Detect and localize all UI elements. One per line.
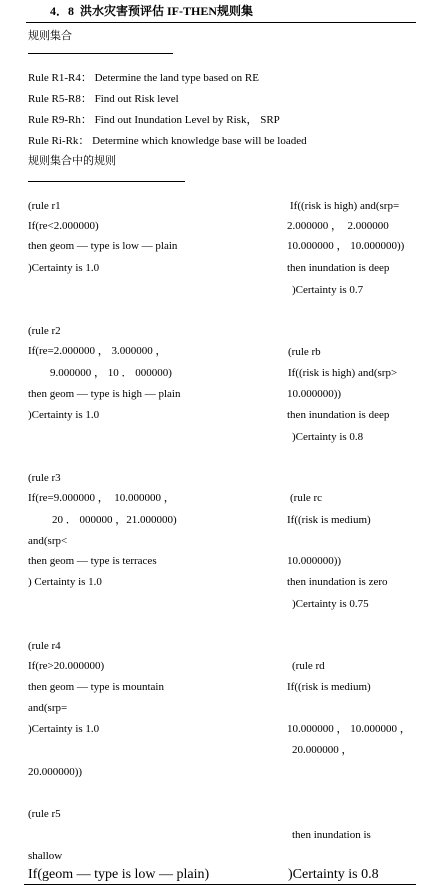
set-heading-underline bbox=[28, 53, 173, 54]
r2-line-5: )Certainty is 1.0 bbox=[28, 409, 100, 421]
re-line-2: )Certainty is 0.8 bbox=[288, 867, 379, 882]
r2-line-2: If(re=2.000000 ， 3.000000 ， bbox=[28, 345, 167, 357]
re-line-1: then inundation is bbox=[292, 829, 371, 841]
r1-line-2: If(re<2.000000) bbox=[28, 220, 99, 232]
r4-line-5: )Certainty is 1.0 bbox=[28, 723, 100, 735]
rb-line-5: )Certainty is 0.8 bbox=[292, 431, 364, 443]
r3-line-1: (rule r3 bbox=[28, 472, 61, 484]
ra-line-5: )Certainty is 0.7 bbox=[292, 284, 364, 296]
r4-line-4: and(srp= bbox=[28, 702, 68, 714]
r1-line-1: (rule r1 bbox=[28, 200, 61, 212]
ra-line-4: then inundation is deep bbox=[287, 262, 390, 274]
rules-heading-underline bbox=[28, 181, 185, 182]
r3-line-3: 20 ． 000000 ，21.000000) bbox=[52, 514, 177, 526]
rule-group-2: Rule R5-R8： Find out Risk level bbox=[28, 93, 179, 105]
section-title: 4．8 洪水灾害预评估 IF-THEN规则集 bbox=[50, 4, 254, 18]
rc-line-4: then inundation is zero bbox=[287, 576, 388, 588]
rb-line-2: If((risk is high) and(srp> bbox=[288, 367, 398, 379]
rc-line-5: )Certainty is 0.75 bbox=[292, 598, 369, 610]
rd-line-4: 20.000000 ， bbox=[292, 744, 353, 756]
rc-line-3: 10.000000)) bbox=[287, 555, 342, 567]
r5-line-2: shallow bbox=[28, 850, 63, 862]
rule-group-4: Rule Ri-Rk： Determine which knowledge base will be loaded bbox=[28, 135, 307, 147]
rc-line-1: (rule rc bbox=[290, 492, 323, 504]
r2-line-3: 9.000000 ， 10 ． 000000) bbox=[50, 367, 172, 379]
rd-line-1: (rule rd bbox=[292, 660, 325, 672]
r3-line-5: then geom — type is terraces bbox=[28, 555, 157, 567]
ra-line-1: If((risk is high) and(srp= bbox=[290, 200, 400, 212]
r3-line-2: If(re=9.000000 ， 10.000000 ， bbox=[28, 492, 175, 504]
ra-line-2: 2.000000 ， 2.000000 bbox=[287, 220, 389, 232]
rc-line-2: If((risk is medium) bbox=[287, 514, 371, 526]
r1-line-4: )Certainty is 1.0 bbox=[28, 262, 100, 274]
r1-line-3: then geom — type is low — plain bbox=[28, 240, 178, 252]
header-divider bbox=[26, 22, 416, 23]
r2-line-1: (rule r2 bbox=[28, 325, 61, 337]
rules-heading: 规则集合中的规则 bbox=[28, 155, 116, 167]
r3-line-6: ) Certainty is 1.0 bbox=[28, 576, 102, 588]
rule-group-1: Rule R1-R4： Determine the land type based on RE bbox=[28, 72, 259, 84]
r5-line-3: If(geom — type is low — plain) bbox=[28, 867, 210, 882]
rb-line-3: 10.000000)) bbox=[287, 388, 342, 400]
r4-line-1: (rule r4 bbox=[28, 640, 61, 652]
rb-line-1: (rule rb bbox=[288, 346, 321, 358]
set-heading: 规则集合 bbox=[28, 30, 72, 42]
r2-line-4: then geom — type is high — plain bbox=[28, 388, 181, 400]
rule-group-3: Rule R9-Rh： Find out Inundation Level by Risk， SRP bbox=[28, 114, 280, 126]
r4-line-2: If(re>20.000000) bbox=[28, 660, 105, 672]
ra-line-3: 10.000000 ， 10.000000)) bbox=[287, 240, 405, 252]
r3-line-4: and(srp< bbox=[28, 535, 68, 547]
rd-line-3: 10.000000 ， 10.000000 ， bbox=[287, 723, 411, 735]
r4-line-3: then geom — type is mountain bbox=[28, 681, 164, 693]
rb-line-4: then inundation is deep bbox=[287, 409, 390, 421]
r5-line-1: (rule r5 bbox=[28, 808, 61, 820]
rd-line-2: If((risk is medium) bbox=[287, 681, 371, 693]
r4-line-6: 20.000000)) bbox=[28, 766, 83, 778]
